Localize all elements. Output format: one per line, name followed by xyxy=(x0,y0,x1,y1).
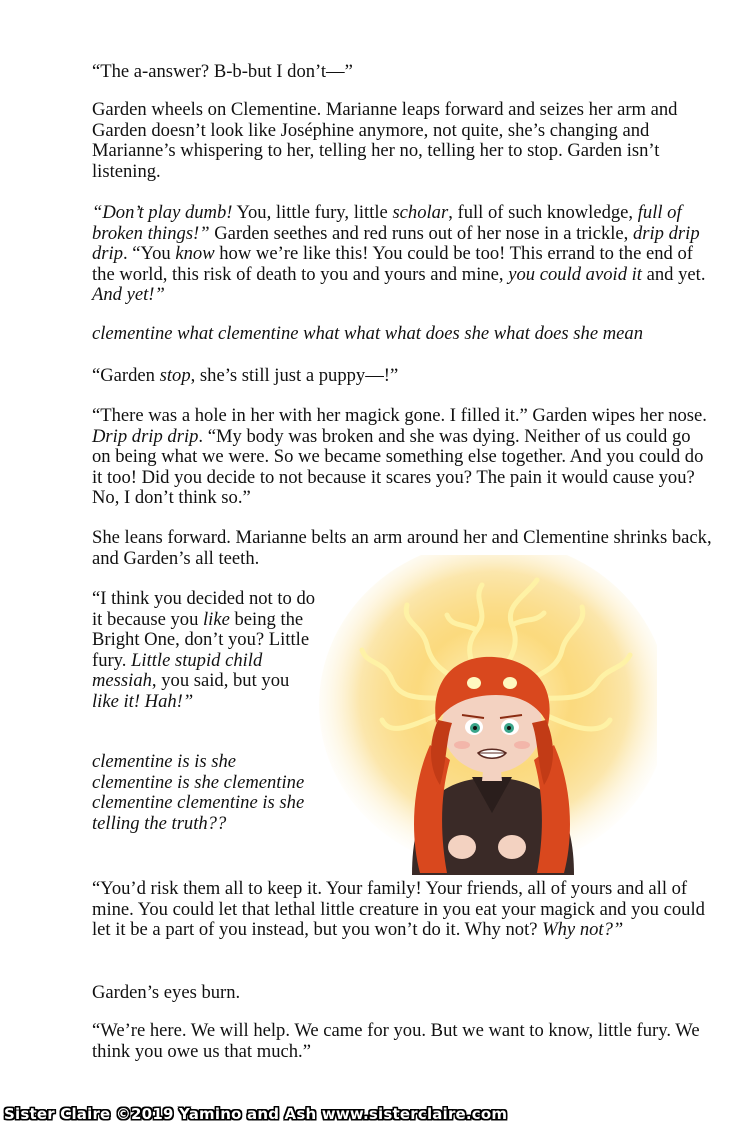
italic-text: full of broken things!” xyxy=(92,202,682,244)
story-paragraph-8 xyxy=(92,589,317,712)
italic-text: Drip drip drip xyxy=(92,425,199,447)
story-paragraph-1 xyxy=(92,62,712,83)
text-run: . “You xyxy=(123,243,176,264)
text-run: Garden seethes and red runs out of her nose in a trickle, xyxy=(209,222,633,244)
text-run: , you said, but you xyxy=(151,670,290,691)
italic-text: clementine is is she clementine is she clementine clementine clementine is she telling the truth?? xyxy=(92,751,305,834)
story-paragraph-5 xyxy=(92,366,712,387)
italic-text: clementine what clementine what what what does she what does she mean xyxy=(92,323,644,344)
story-paragraph-3 xyxy=(92,203,712,306)
story-paragraph-2 xyxy=(92,100,712,182)
story-paragraph-12 xyxy=(92,1021,712,1062)
text-run: “We’re here. We will help. We came for you. But we want to know, little fury. We think you owe us that much.” xyxy=(92,1020,700,1062)
italic-text: “Don’t play dumb! xyxy=(92,202,233,223)
story-paragraph-6 xyxy=(92,406,712,509)
text-run: , full of such knowledge, xyxy=(448,202,638,223)
italic-text: you could avoid it xyxy=(508,263,642,285)
italic-text: know xyxy=(175,243,215,264)
text-run: “The a-answer? B-b-but I don’t—” xyxy=(92,61,353,82)
italic-text: scholar xyxy=(392,202,449,223)
story-paragraph-11 xyxy=(92,983,712,1004)
story-paragraph-9 xyxy=(92,752,317,834)
text-run: “I think you decided not to do it because you xyxy=(92,588,316,630)
italic-text: stop xyxy=(159,365,191,386)
text-run: “There was a hole in her with her magick gone. I filled it.” Garden wipes her nose. xyxy=(92,405,707,426)
text-run: and yet. xyxy=(641,263,706,285)
text-run: “Garden xyxy=(92,365,160,386)
text-run: Garden’s eyes burn. xyxy=(92,982,241,1003)
italic-text: Why not?” xyxy=(542,919,624,940)
text-run: , she’s still just a puppy—!” xyxy=(190,365,399,386)
story-paragraph-4 xyxy=(92,324,712,345)
copyright-footer: Sister Claire ©2019 Yamino and Ash www.sisterclaire.com xyxy=(4,1105,508,1123)
text-run: She leans forward. Marianne belts an arm around her and Clementine shrinks back, and Garden’s all teeth. xyxy=(92,527,712,569)
italic-text: Little stupid child messiah xyxy=(92,649,263,691)
italic-text: like it! Hah!” xyxy=(92,690,194,712)
text-run: . “My body was broken and she was dying. Neither of us could go on being what we were. So we became something else together. And you could do it too! Did you decide to not because it scares you? The pain it would cause you? No, I don’t think so.” xyxy=(92,425,704,508)
story-paragraph-10 xyxy=(92,879,712,941)
text-run: how we’re like this! You could be too! This errand to the end of the world, this risk of death to you and yours and mine, xyxy=(92,243,693,285)
italic-text: like xyxy=(203,608,230,630)
italic-text: drip drip drip xyxy=(92,222,700,264)
italic-text: And yet!” xyxy=(92,284,165,305)
text-run: Garden wheels on Clementine. Marianne leaps forward and seizes her arm and Garden doesn’t look like Joséphine anymore, not quite, she’s changing and Marianne’s whispering to her, telling her no, telling her to stop. Garden isn’t listening. xyxy=(92,99,678,182)
clementine-illustration xyxy=(312,555,657,875)
text-run: “You’d risk them all to keep it. Your family! Your friends, all of yours and all of mine. You could let that lethal little creature in you eat your magick and you could let it be a part of you instead, but you won’t do it. Why not? xyxy=(92,878,705,940)
text-run: You, little fury, little xyxy=(232,202,393,223)
text-run: being the Bright One, don’t you? Little fury. xyxy=(92,608,310,671)
